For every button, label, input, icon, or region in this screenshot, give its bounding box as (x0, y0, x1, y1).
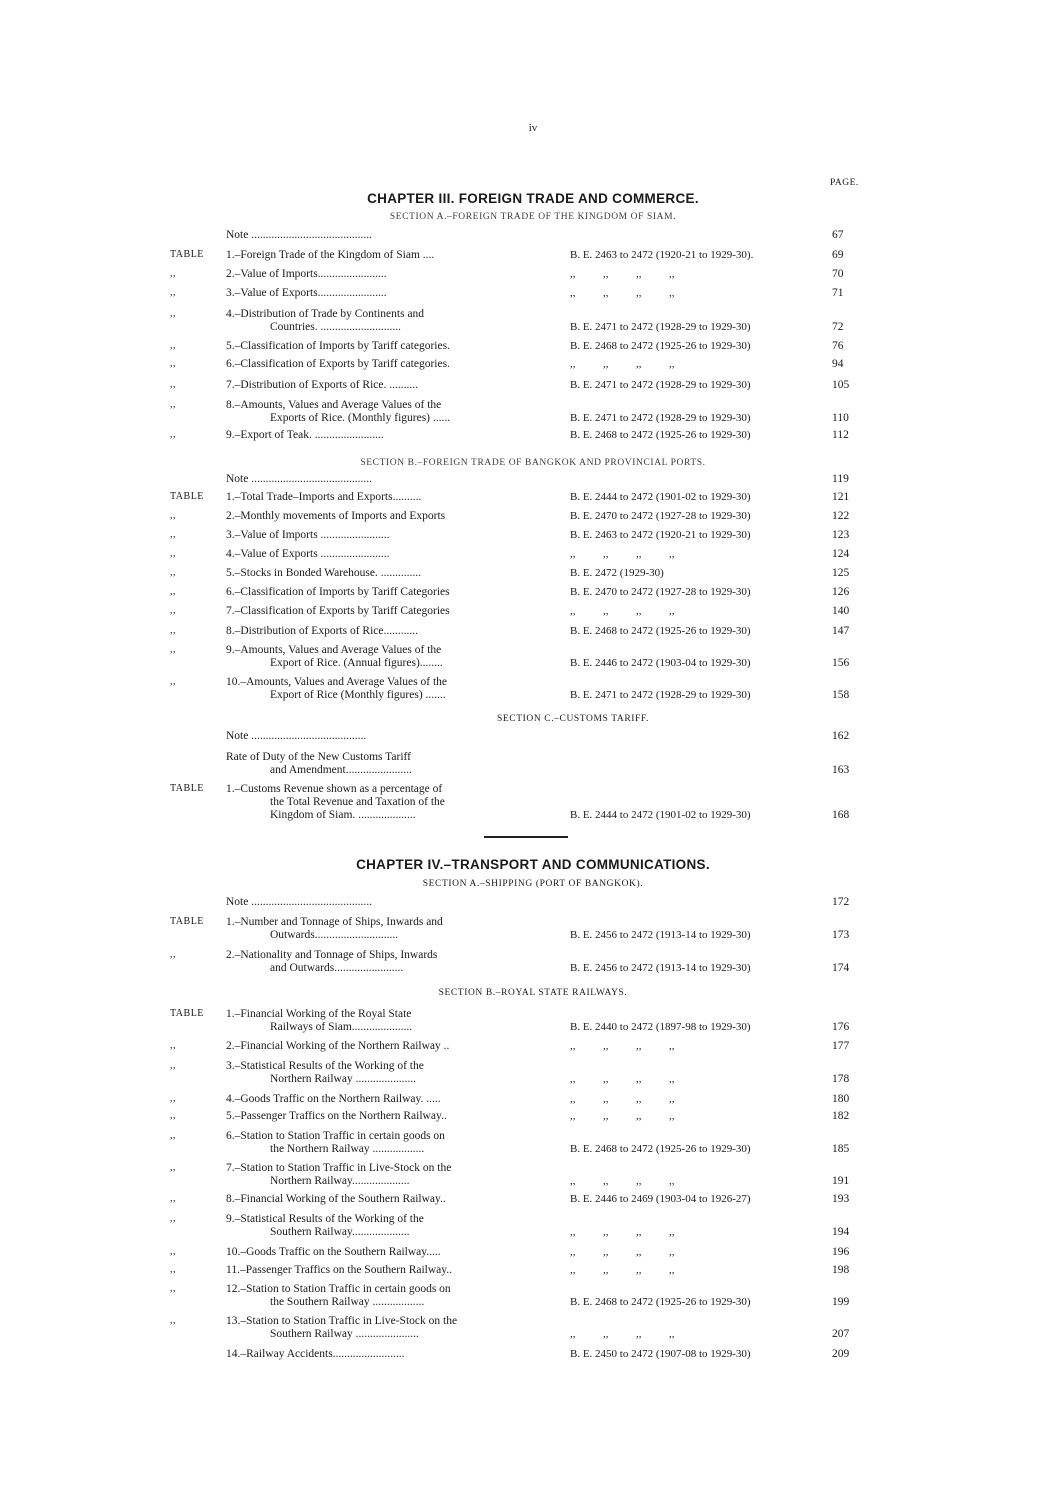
toc-entry-title-line: 9.–Export of Teak. ........................ (226, 429, 384, 441)
toc-entry-prefix: ,, (170, 1193, 176, 1204)
toc-entry-period: ,, ,, ,, ,, (570, 1264, 675, 1276)
toc-entry-page-number: 105 (832, 379, 850, 391)
toc-entry-title-line: 5.–Classification of Imports by Tariff categories. (226, 340, 450, 352)
toc-entry-title (226, 1093, 546, 1106)
toc-entry-title (226, 429, 546, 442)
toc-entry-title (226, 1193, 546, 1206)
toc-entry-title-line: 3.–Statistical Results of the Working of the (226, 1060, 424, 1072)
toc-entry-page-number: 178 (832, 1073, 850, 1085)
toc-entry-period: B. E. 2468 to 2472 (1925-26 to 1929-30) (570, 340, 751, 352)
toc-entry-title-line: 5.–Stocks in Bonded Warehouse. .............. (226, 567, 421, 579)
toc-entry-title (226, 916, 546, 942)
toc-entry-period: B. E. 2468 to 2472 (1925-26 to 1929-30) (570, 1296, 751, 1308)
toc-entry-title-line: 11.–Passenger Traffics on the Southern Railway.. (226, 1264, 453, 1276)
toc-entry-title (226, 1060, 546, 1086)
toc-entry-title (226, 1110, 546, 1123)
toc-entry-page-number: 207 (832, 1328, 850, 1340)
toc-entry-title (226, 1348, 546, 1361)
toc-entry-title-continuation: Export of Rice. (Annual figures)........ (270, 657, 443, 669)
toc-entry-page-number: 194 (832, 1226, 850, 1238)
toc-entry-title (226, 567, 546, 580)
toc-entry-page-number: 69 (832, 249, 844, 261)
toc-entry-page-number: 147 (832, 625, 850, 637)
toc-entry-prefix: TABLE (170, 783, 204, 794)
toc-entry-prefix: ,, (170, 399, 176, 410)
toc-entry-page-number: 180 (832, 1093, 850, 1105)
toc-entry-title (226, 896, 546, 909)
toc-entry-title (226, 510, 546, 523)
toc-entry-title (226, 783, 546, 822)
toc-entry-page-number: 94 (832, 358, 844, 370)
toc-entry-title-line: 4.–Distribution of Trade by Continents and (226, 308, 425, 320)
toc-entry-title-continuation: Southern Railway.................... (270, 1226, 410, 1238)
toc-entry-title-line: 8.–Distribution of Exports of Rice............ (226, 625, 418, 637)
toc-entry-title (226, 268, 546, 281)
toc-entry-prefix: ,, (170, 529, 176, 540)
chapter-3-title: CHAPTER III. FOREIGN TRADE AND COMMERCE. (367, 191, 699, 206)
toc-entry-page-number: 174 (832, 962, 850, 974)
toc-entry-page-number: 196 (832, 1246, 850, 1258)
toc-entry-prefix: ,, (170, 287, 176, 298)
page-number: iv (528, 122, 538, 134)
toc-entry-title-line: 9.–Statistical Results of the Working of the (226, 1213, 424, 1225)
toc-entry-title (226, 491, 546, 504)
toc-entry-page-number: 123 (832, 529, 850, 541)
toc-entry-page-number: 162 (832, 730, 850, 742)
toc-entry-period: ,, ,, ,, ,, (570, 605, 675, 617)
toc-entry-title-continuation: and Outwards........................ (270, 962, 404, 974)
toc-entry-title-continuation: the Northern Railway .................. (270, 1143, 425, 1155)
toc-entry-title-line: 2.–Financial Working of the Northern Railway .. (226, 1040, 450, 1052)
toc-entry-title-line: 8.–Amounts, Values and Average Values of the (226, 399, 442, 411)
toc-entry-title (226, 1008, 546, 1034)
toc-entry-prefix: ,, (170, 567, 176, 578)
ch3-section-c-heading: SECTION C.–CUSTOMS TARIFF. (496, 714, 650, 724)
toc-entry-title (226, 949, 546, 975)
toc-entry-title (226, 287, 546, 300)
toc-entry-prefix: ,, (170, 644, 176, 655)
toc-entry-page-number: 70 (832, 268, 844, 280)
toc-entry-period: ,, ,, ,, ,, (570, 1175, 675, 1187)
toc-entry-period: B. E. 2468 to 2472 (1925-26 to 1929-30) (570, 625, 751, 637)
toc-entry-page-number: 182 (832, 1110, 850, 1122)
toc-entry-title-continuation: Railways of Siam..................... (270, 1021, 413, 1033)
toc-entry-prefix: ,, (170, 949, 176, 960)
toc-entry-prefix: ,, (170, 676, 176, 687)
toc-entry-title-continuation: Exports of Rice. (Monthly figures) ...... (270, 412, 451, 424)
toc-entry-period: B. E. 2471 to 2472 (1928-29 to 1929-30) (570, 321, 751, 333)
chapter-4-title: CHAPTER IV.–TRANSPORT AND COMMUNICATIONS. (356, 857, 710, 872)
toc-entry-period: B. E. 2471 to 2472 (1928-29 to 1929-30) (570, 379, 751, 391)
toc-entry-title (226, 1283, 546, 1309)
toc-entry-title-line: 7.–Classification of Exports by Tariff Categories (226, 605, 450, 617)
toc-entry-prefix: TABLE (170, 491, 204, 502)
toc-entry-title-continuation: the Southern Railway .................. (270, 1296, 425, 1308)
toc-entry-title-line: 1.–Total Trade–Imports and Exports.......... (226, 491, 422, 503)
toc-entry-title-continuation: Export of Rice (Monthly figures) ....... (270, 689, 446, 701)
toc-entry-page-number: 67 (832, 229, 844, 241)
toc-entry-title-line: Note .......................................... (226, 896, 372, 908)
toc-entry-title-line: 6.–Station to Station Traffic in certain goods on (226, 1130, 445, 1142)
toc-entry-page-number: 121 (832, 491, 850, 503)
toc-entry-title-continuation: Northern Railway ..................... (270, 1073, 416, 1085)
toc-entry-prefix: ,, (170, 1130, 176, 1141)
toc-entry-page-number: 119 (832, 473, 849, 485)
toc-entry-prefix: ,, (170, 379, 176, 390)
toc-entry-prefix: ,, (170, 1246, 176, 1257)
toc-entry-page-number: 140 (832, 605, 850, 617)
toc-entry-page-number: 177 (832, 1040, 850, 1052)
toc-entry-page-number: 209 (832, 1348, 850, 1360)
toc-entry-title (226, 730, 546, 743)
toc-entry-page-number: 76 (832, 340, 844, 352)
toc-entry-period: ,, ,, ,, ,, (570, 1246, 675, 1258)
toc-entry-prefix: ,, (170, 1162, 176, 1173)
toc-entry-title (226, 1130, 546, 1156)
ch3-section-b-heading: SECTION B.–FOREIGN TRADE OF BANGKOK AND PROVINCIAL PORTS. (360, 458, 706, 468)
toc-entry-title-line: 5.–Passenger Traffics on the Northern Railway.. (226, 1110, 447, 1122)
toc-entry-period: B. E. 2456 to 2472 (1913-14 to 1929-30) (570, 962, 751, 974)
toc-entry-page-number: 71 (832, 287, 844, 299)
toc-entry-period: ,, ,, ,, ,, (570, 548, 675, 560)
page-column-header: PAGE. (830, 178, 859, 188)
toc-entry-title (226, 529, 546, 542)
toc-entry-prefix: ,, (170, 1264, 176, 1275)
toc-entry-prefix: ,, (170, 429, 176, 440)
toc-entry-title-line: 6.–Classification of Exports by Tariff categories. (226, 358, 450, 370)
toc-entry-period: B. E. 2463 to 2472 (1920-21 to 1929-30) (570, 529, 751, 541)
toc-entry-page-number: 163 (832, 764, 850, 776)
toc-entry-period: ,, ,, ,, ,, (570, 287, 675, 299)
toc-entry-title-continuation: the Total Revenue and Taxation of the (270, 796, 445, 808)
toc-entry-page-number: 198 (832, 1264, 850, 1276)
toc-entry-period: B. E. 2470 to 2472 (1927-28 to 1929-30) (570, 510, 751, 522)
toc-entry-prefix: ,, (170, 1213, 176, 1224)
toc-entry-title (226, 399, 546, 425)
toc-entry-title (226, 751, 546, 777)
toc-entry-page-number: 172 (832, 896, 850, 908)
toc-entry-prefix: ,, (170, 340, 176, 351)
toc-entry-title (226, 308, 546, 334)
toc-entry-page-number: 168 (832, 809, 850, 821)
toc-entry-title-line: 4.–Value of Exports ........................ (226, 548, 390, 560)
toc-entry-title-continuation: Southern Railway ...................... (270, 1328, 419, 1340)
toc-entry-period: B. E. 2463 to 2472 (1920-21 to 1929-30). (570, 249, 754, 261)
toc-entry-period: B. E. 2440 to 2472 (1897-98 to 1929-30) (570, 1021, 751, 1033)
toc-entry-prefix: ,, (170, 1093, 176, 1104)
chapter-divider (484, 836, 568, 838)
toc-entry-period: B. E. 2446 to 2469 (1903-04 to 1926-27) (570, 1193, 751, 1205)
toc-entry-title (226, 625, 546, 638)
toc-entry-title (226, 229, 546, 242)
toc-entry-title (226, 1040, 546, 1053)
toc-entry-title-line: 2.–Value of Imports........................ (226, 268, 387, 280)
toc-entry-page-number: 72 (832, 321, 844, 333)
toc-entry-prefix: ,, (170, 1315, 176, 1326)
toc-entry-prefix: ,, (170, 1040, 176, 1051)
toc-entry-page-number: 193 (832, 1193, 850, 1205)
toc-entry-period: B. E. 2471 to 2472 (1928-29 to 1929-30) (570, 689, 751, 701)
toc-entry-page-number: 191 (832, 1175, 850, 1187)
toc-entry-period: B. E. 2456 to 2472 (1913-14 to 1929-30) (570, 929, 751, 941)
toc-entry-title-line: 7.–Distribution of Exports of Rice. .......... (226, 379, 418, 391)
toc-entry-prefix: ,, (170, 586, 176, 597)
toc-entry-title-line: 2.–Nationality and Tonnage of Ships, Inwards (226, 949, 438, 961)
toc-entry-prefix: ,, (170, 605, 176, 616)
toc-entry-title (226, 676, 546, 702)
toc-entry-period: B. E. 2444 to 2472 (1901-02 to 1929-30) (570, 809, 751, 821)
toc-entry-page-number: 126 (832, 586, 850, 598)
toc-entry-prefix: ,, (170, 268, 176, 279)
ch4-section-b-heading: SECTION B.–ROYAL STATE RAILWAYS. (438, 988, 628, 998)
toc-entry-page-number: 156 (832, 657, 850, 669)
toc-entry-period: B. E. 2444 to 2472 (1901-02 to 1929-30) (570, 491, 751, 503)
toc-entry-page-number: 122 (832, 510, 850, 522)
toc-entry-prefix: TABLE (170, 916, 204, 927)
toc-entry-title (226, 1315, 546, 1341)
ch4-section-a-heading: SECTION A.–SHIPPING (PORT OF BANGKOK). (422, 879, 644, 889)
toc-entry-period: ,, ,, ,, ,, (570, 358, 675, 370)
toc-entry-title (226, 249, 546, 262)
toc-entry-prefix: ,, (170, 1060, 176, 1071)
toc-entry-title-line: 10.–Amounts, Values and Average Values of the (226, 676, 448, 688)
ch3-section-a-heading: SECTION A.–FOREIGN TRADE OF THE KINGDOM OF SIAM. (389, 212, 677, 222)
toc-entry-title (226, 605, 546, 618)
toc-entry-title-line: 1.–Number and Tonnage of Ships, Inwards and (226, 916, 443, 928)
toc-entry-period: ,, ,, ,, ,, (570, 268, 675, 280)
toc-entry-page-number: 125 (832, 567, 850, 579)
toc-entry-title (226, 1246, 546, 1259)
toc-entry-period: B. E. 2468 to 2472 (1925-26 to 1929-30) (570, 429, 751, 441)
toc-entry-title (226, 1162, 546, 1188)
toc-entry-title-line: 1.–Foreign Trade of the Kingdom of Siam .... (226, 249, 435, 261)
toc-entry-title-line: 1.–Customs Revenue shown as a percentage of (226, 783, 443, 795)
toc-entry-prefix: ,, (170, 548, 176, 559)
toc-entry-title (226, 548, 546, 561)
toc-entry-title-line: 3.–Value of Exports........................ (226, 287, 387, 299)
toc-entry-period: B. E. 2446 to 2472 (1903-04 to 1929-30) (570, 657, 751, 669)
toc-entry-prefix: ,, (170, 510, 176, 521)
toc-entry-page-number: 124 (832, 548, 850, 560)
toc-entry-title-line: Note .......................................... (226, 229, 372, 241)
toc-entry-prefix: ,, (170, 308, 176, 319)
toc-entry-page-number: 199 (832, 1296, 850, 1308)
toc-entry-period: ,, ,, ,, ,, (570, 1328, 675, 1340)
toc-entry-title-line: 4.–Goods Traffic on the Northern Railway. ..... (226, 1093, 441, 1105)
toc-entry-period: ,, ,, ,, ,, (570, 1040, 675, 1052)
toc-entry-title-line: 13.–Station to Station Traffic in Live-Stock on the (226, 1315, 458, 1327)
toc-entry-title-line: 9.–Amounts, Values and Average Values of the (226, 644, 442, 656)
toc-entry-title-line: Rate of Duty of the New Customs Tariff (226, 751, 411, 763)
toc-entry-title (226, 340, 546, 353)
toc-entry-title-line: Note ........................................ (226, 730, 367, 742)
toc-entry-title-line: 3.–Value of Imports ........................ (226, 529, 390, 541)
toc-entry-page-number: 110 (832, 412, 849, 424)
toc-entry-period: ,, ,, ,, ,, (570, 1226, 675, 1238)
toc-entry-period: B. E. 2472 (1929-30) (570, 567, 664, 579)
toc-entry-page-number: 158 (832, 689, 850, 701)
toc-entry-title-continuation: and Amendment....................... (270, 764, 412, 776)
toc-entry-title-line: 12.–Station to Station Traffic in certain goods on (226, 1283, 451, 1295)
toc-entry-title (226, 358, 546, 371)
toc-entry-title-continuation: Northern Railway.................... (270, 1175, 410, 1187)
toc-entry-page-number: 176 (832, 1021, 850, 1033)
toc-entry-title-line: 8.–Financial Working of the Southern Railway.. (226, 1193, 446, 1205)
toc-entry-prefix: TABLE (170, 1008, 204, 1019)
toc-entry-prefix: ,, (170, 1110, 176, 1121)
toc-entry-title (226, 1264, 546, 1277)
toc-entry-period: ,, ,, ,, ,, (570, 1093, 675, 1105)
toc-entry-title (226, 379, 546, 392)
toc-entry-prefix: TABLE (170, 249, 204, 260)
toc-entry-title-continuation: Countries. ............................ (270, 321, 401, 333)
toc-entry-period: ,, ,, ,, ,, (570, 1073, 675, 1085)
toc-entry-period: B. E. 2470 to 2472 (1927-28 to 1929-30) (570, 586, 751, 598)
toc-entry-prefix: ,, (170, 358, 176, 369)
toc-entry-period: B. E. 2471 to 2472 (1928-29 to 1929-30) (570, 412, 751, 424)
toc-entry-title-line: 6.–Classification of Imports by Tariff Categories (226, 586, 450, 598)
toc-entry-title-line: 10.–Goods Traffic on the Southern Railway..... (226, 1246, 441, 1258)
toc-entry-page-number: 112 (832, 429, 849, 441)
toc-entry-title-line: 14.–Railway Accidents......................... (226, 1348, 405, 1360)
toc-entry-prefix: ,, (170, 625, 176, 636)
toc-entry-title-line: 7.–Station to Station Traffic in Live-Stock on the (226, 1162, 452, 1174)
toc-entry-prefix: ,, (170, 1283, 176, 1294)
toc-entry-period: B. E. 2468 to 2472 (1925-26 to 1929-30) (570, 1143, 751, 1155)
toc-entry-title (226, 1213, 546, 1239)
toc-entry-title-line: 2.–Monthly movements of Imports and Exports (226, 510, 446, 522)
toc-entry-title (226, 473, 546, 486)
toc-entry-period: B. E. 2450 to 2472 (1907-08 to 1929-30) (570, 1348, 751, 1360)
toc-entry-title-continuation: Outwards............................. (270, 929, 399, 941)
toc-entry-title (226, 586, 546, 599)
toc-entry-title (226, 644, 546, 670)
toc-entry-period: ,, ,, ,, ,, (570, 1110, 675, 1122)
toc-entry-page-number: 173 (832, 929, 850, 941)
toc-entry-title-line: Note .......................................... (226, 473, 372, 485)
toc-entry-title-line: 1.–Financial Working of the Royal State (226, 1008, 412, 1020)
toc-entry-page-number: 185 (832, 1143, 850, 1155)
toc-entry-title-continuation: Kingdom of Siam. .................... (270, 809, 416, 821)
